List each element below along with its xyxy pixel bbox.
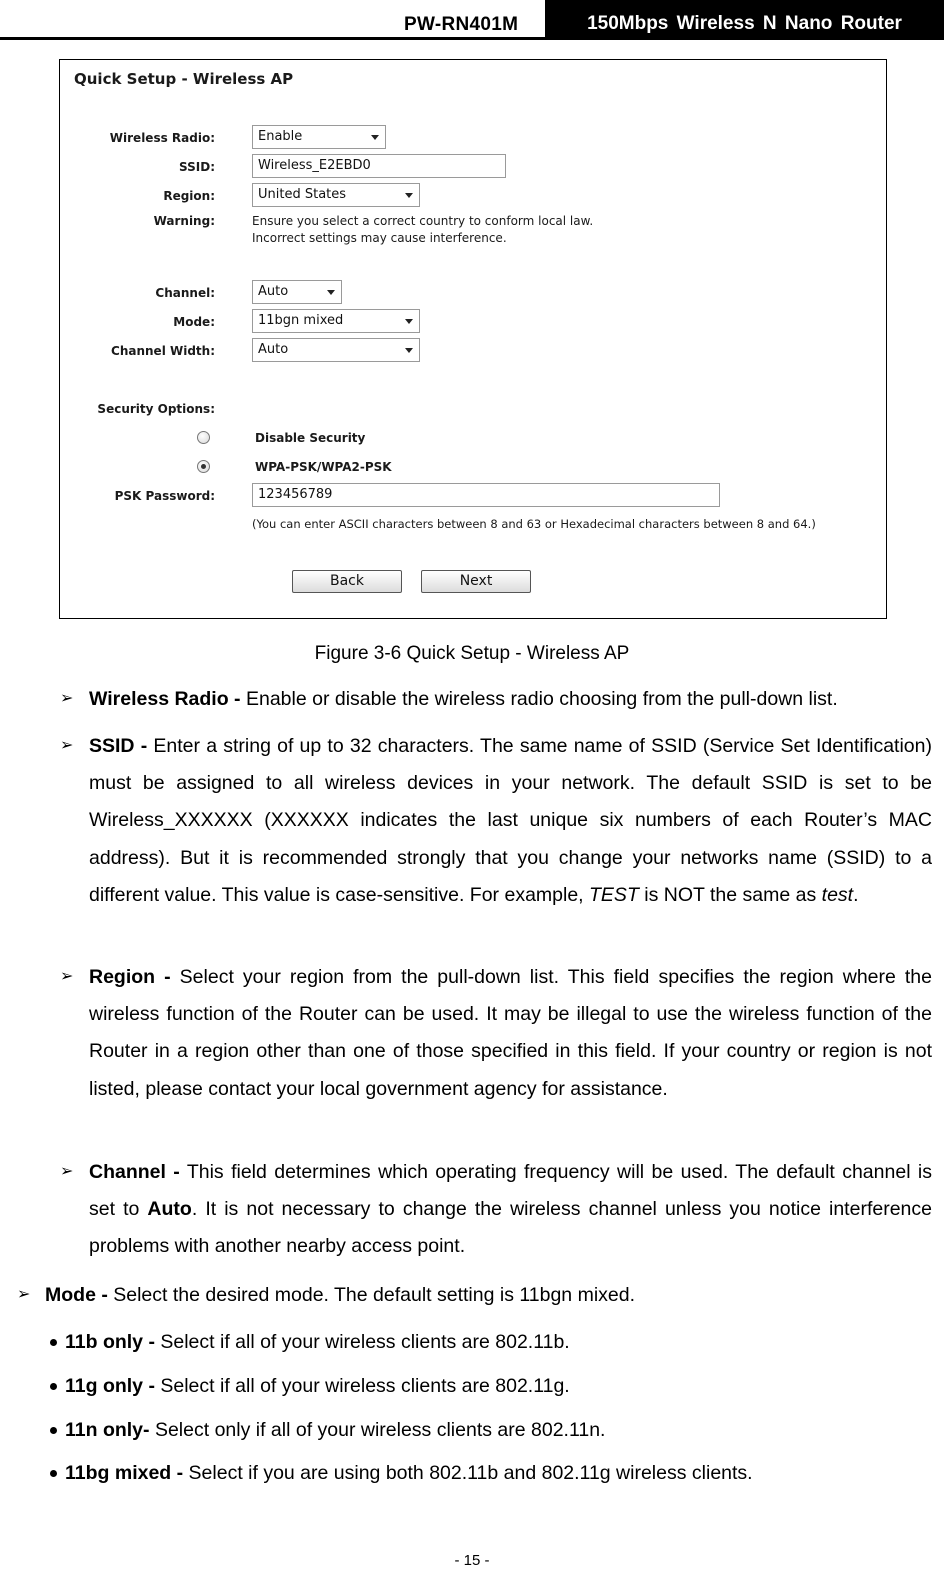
item-term: SSID - — [89, 735, 148, 757]
page-number: - 15 - — [454, 1552, 490, 1569]
region-select[interactable] — [252, 183, 420, 207]
item-region — [89, 959, 932, 1108]
item-channel — [89, 1154, 932, 1266]
warning-line-2: Incorrect settings may cause interference. — [252, 231, 507, 245]
psk-password-label: PSK Password: — [114, 489, 215, 503]
mode-option-11b — [65, 1331, 570, 1354]
ssid-value: Wireless_E2EBD0 — [258, 158, 371, 173]
chevron-down-icon — [405, 193, 413, 198]
channel-label: Channel: — [155, 286, 215, 300]
item-text-end: . — [853, 883, 859, 906]
option-term: 11b only - — [65, 1331, 155, 1353]
channel-width-label: Channel Width: — [111, 344, 215, 358]
disable-security-label: Disable Security — [255, 431, 366, 445]
item-text: Enable or disable the wireless radio choosing from the pull-down list. — [240, 688, 838, 710]
item-text-mid: is NOT the same as — [638, 883, 822, 906]
mode-option-11g — [65, 1375, 570, 1398]
page-header — [0, 0, 944, 40]
round-bullet-icon — [50, 1383, 57, 1390]
option-term: 11bg mixed - — [65, 1462, 184, 1484]
region-label: Region: — [163, 189, 215, 203]
arrowhead-bullet-icon: ➢ — [60, 968, 74, 985]
psk-password-value: 123456789 — [258, 487, 333, 502]
channel-width-value: Auto — [258, 342, 289, 357]
next-button[interactable]: Next — [421, 570, 531, 593]
psk-password-hint: (You can enter ASCII characters between 8 and 63 or Hexadecimal characters between 8 and 64.) — [252, 517, 816, 531]
option-term: 11n only- — [65, 1419, 150, 1441]
item-term: Mode - — [45, 1284, 108, 1306]
ssid-label: SSID: — [179, 160, 215, 174]
psk-password-input[interactable] — [252, 483, 720, 507]
option-text: Select if all of your wireless clients are 802.11b. — [154, 1331, 570, 1353]
back-button[interactable]: Back — [292, 570, 402, 593]
arrowhead-bullet-icon: ➢ — [60, 737, 74, 754]
option-text: Select if all of your wireless clients are 802.11g. — [154, 1375, 570, 1397]
wireless-radio-select[interactable] — [252, 125, 386, 149]
channel-select[interactable] — [252, 280, 342, 304]
radio-selected-icon — [201, 464, 206, 469]
warning-label: Warning: — [153, 214, 215, 228]
item-text-2: . It is not necessary to change the wireless channel unless you notice interference problems with another nearby access point. — [89, 1198, 932, 1258]
mode-option-11bg — [65, 1462, 753, 1485]
channel-width-select[interactable] — [252, 338, 420, 362]
arrowhead-bullet-icon: ➢ — [60, 1163, 74, 1180]
round-bullet-icon — [50, 1427, 57, 1434]
item-default-value: Auto — [147, 1198, 192, 1221]
item-text: Select your region from the pull-down list. This field specifies the region where the wireless function of the Router can be used. It may be illegal to use the wireless function of the Router in a region other than one of those specified in this field. If your country or region is not listed, please contact your local government agency for assistance. — [89, 966, 932, 1100]
item-ssid — [89, 728, 932, 914]
chevron-down-icon — [371, 135, 379, 140]
item-term: Region - — [89, 966, 171, 988]
warning-line-1: Ensure you select a correct country to conform local law. — [252, 214, 594, 228]
item-text: This field determines which operating frequency will be used. The default channel is set to — [89, 1161, 932, 1221]
item-text: Select the desired mode. The default setting is 11bgn mixed. — [107, 1284, 636, 1306]
channel-value: Auto — [258, 284, 289, 299]
wpa-psk-radio[interactable] — [197, 460, 210, 473]
figure-title: Quick Setup - Wireless AP — [74, 70, 294, 88]
security-options-label: Security Options: — [97, 402, 215, 416]
ssid-input[interactable] — [252, 154, 506, 178]
option-text: Select if you are using both 802.11b and 802.11g wireless clients. — [183, 1462, 753, 1484]
item-text: Enter a string of up to 32 characters. The same name of SSID (Service Set Identification) must be assigned to all wireless devices in your network. The default SSID is set to be Wireless_XXXXXX (XXXXXX indicates the last unique six numbers of each Router’s MAC address). But it is recommended strongly that you change your networks name (SSID) to a different value. This value is case-sensitive. For example, — [89, 735, 932, 906]
mode-label: Mode: — [173, 315, 215, 329]
round-bullet-icon — [50, 1339, 57, 1346]
mode-option-11n — [65, 1419, 605, 1442]
round-bullet-icon — [50, 1470, 57, 1477]
mode-select[interactable] — [252, 309, 420, 333]
figure-quick-setup-wireless-ap — [59, 59, 887, 619]
item-wireless-radio — [89, 681, 934, 718]
header-model: PW-RN401M — [404, 14, 519, 35]
item-example-upper: TEST — [589, 883, 639, 906]
item-term: Channel - — [89, 1161, 180, 1183]
wireless-radio-value: Enable — [258, 129, 303, 144]
region-value: United States — [258, 187, 347, 202]
arrowhead-bullet-icon: ➢ — [17, 1286, 31, 1303]
wireless-radio-label: Wireless Radio: — [109, 131, 215, 145]
wpa-psk-label: WPA-PSK/WPA2-PSK — [255, 460, 392, 474]
item-term: Wireless Radio - — [89, 688, 241, 710]
chevron-down-icon — [405, 319, 413, 324]
figure-caption: Figure 3-6 Quick Setup - Wireless AP — [314, 643, 630, 664]
chevron-down-icon — [327, 290, 335, 295]
disable-security-radio[interactable] — [197, 431, 210, 444]
option-text: Select only if all of your wireless clients are 802.11n. — [149, 1419, 606, 1441]
mode-value: 11bgn mixed — [258, 313, 344, 328]
item-mode — [45, 1277, 925, 1314]
option-term: 11g only - — [65, 1375, 155, 1397]
item-example-lower: test — [821, 883, 854, 906]
header-title: 150Mbps Wireless N Nano Router — [545, 0, 944, 37]
chevron-down-icon — [405, 348, 413, 353]
arrowhead-bullet-icon: ➢ — [60, 690, 74, 707]
